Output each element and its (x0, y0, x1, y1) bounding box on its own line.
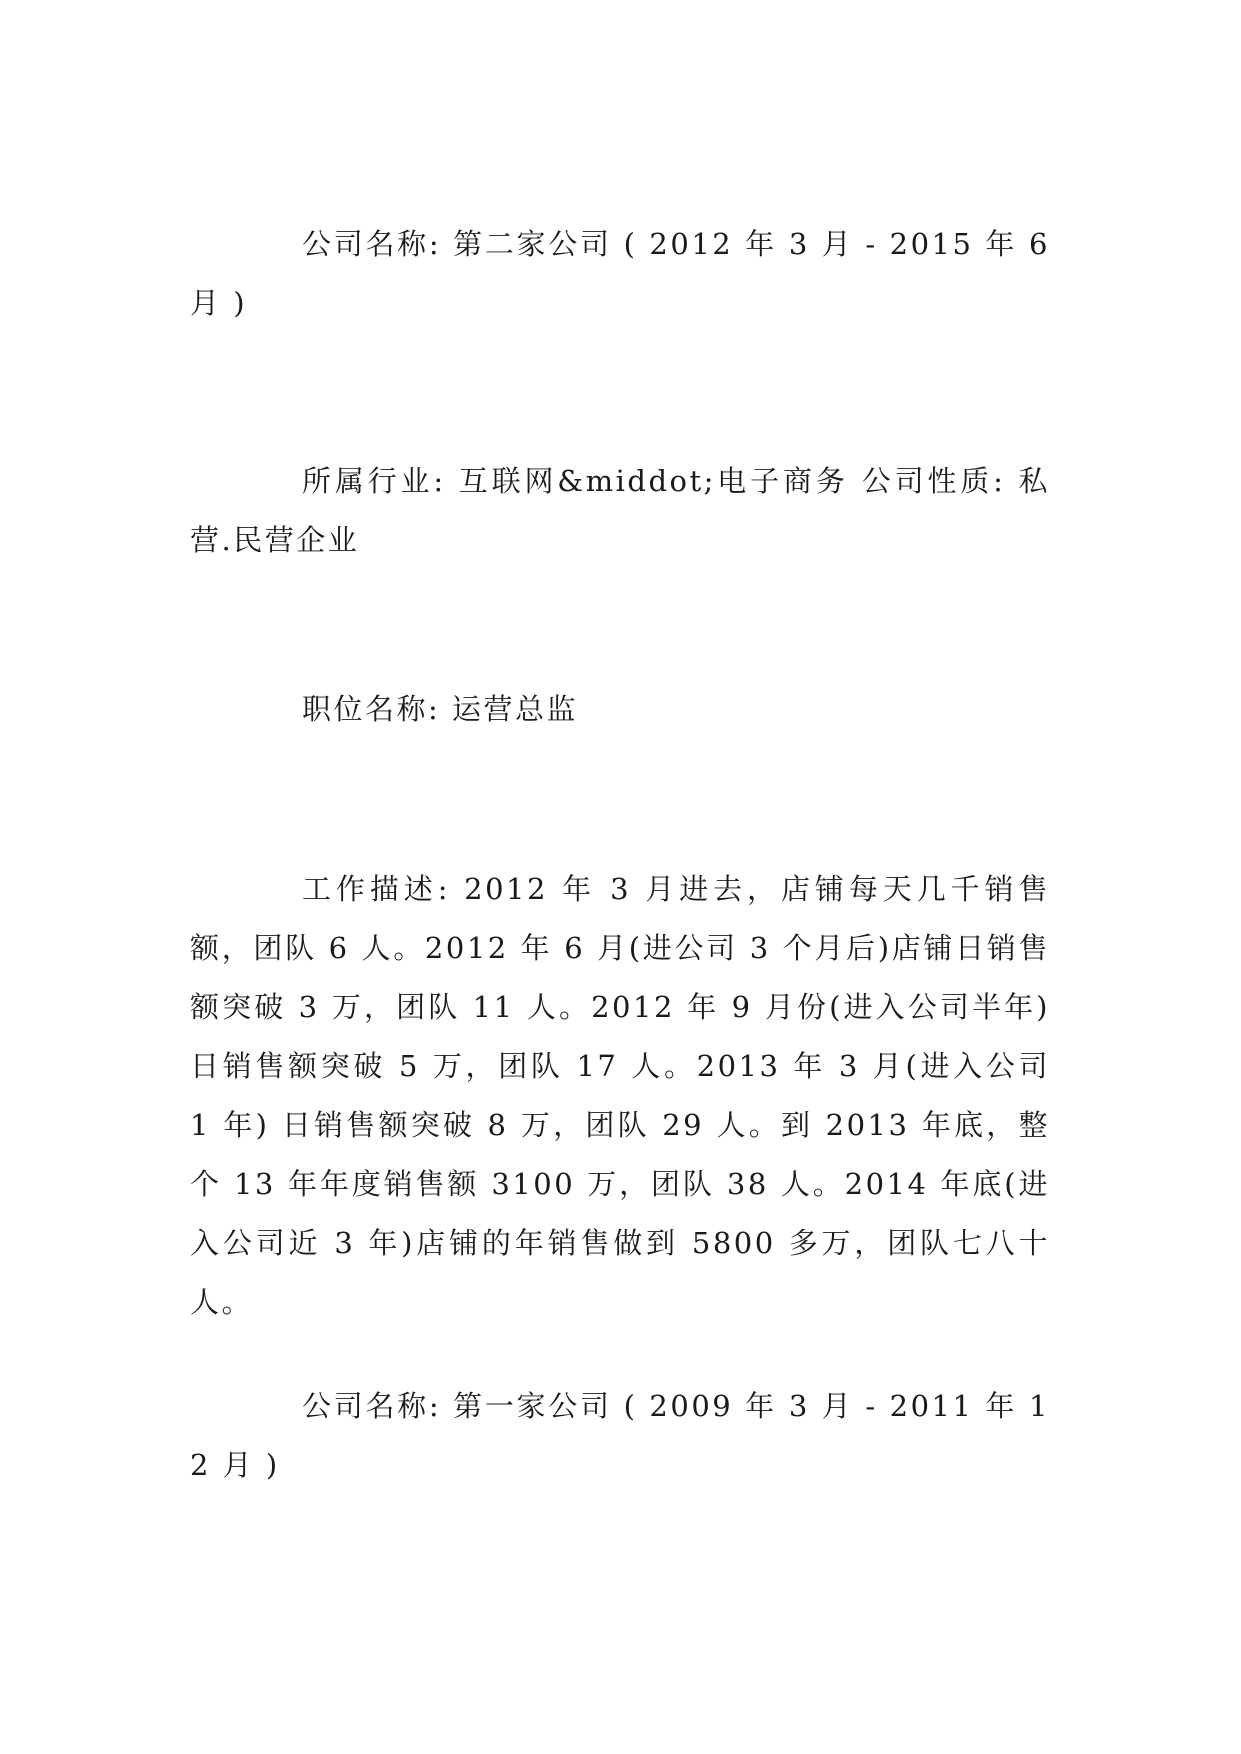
company-name-paragraph-second: 公司名称: 第二家公司 ( 2012 年 3 月 - 2015 年 6 月 ) (190, 227, 1050, 320)
industry-paragraph: 所属行业: 互联网&middot;电子商务 公司性质: 私营.民营企业 (190, 464, 1050, 557)
job-description-paragraph: 工作描述: 2012 年 3 月进去，店铺每天几千销售额，团队 6 人。2012 年 6 月(进公司 3 个月后)店铺日销售额突破 3 万，团队 11 人。2012 年 9 月份(进入公司半年)日销售额突破 5 万，团队 17 人。2013 年 3 月(进入公司 1 年) 日销售额突破 8 万，团队 29 人。到 2013 年底，整个 13 年年度销售额 3100 万，团队 38 人。2014 年底(进入公司近 3 年)店铺的年销售做到 5800 多万，团队七八十人。 (190, 872, 1050, 1319)
position-paragraph: 职位名称: 运营总监 (302, 692, 578, 726)
company-name-paragraph-first: 公司名称: 第一家公司 ( 2009 年 3 月 - 2011 年 12 月 ) (190, 1389, 1050, 1482)
